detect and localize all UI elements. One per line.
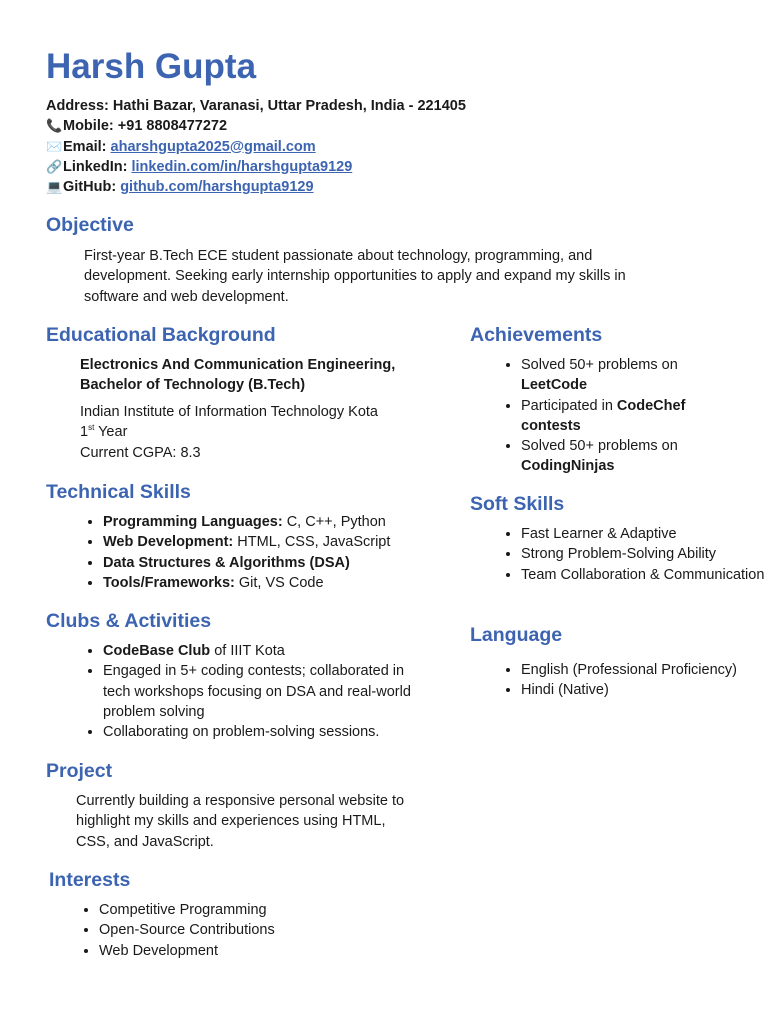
github-row [46, 177, 466, 197]
project-heading: Project [46, 760, 113, 782]
achievements-list [498, 355, 746, 477]
institute-name: Indian Institute of Information Technology Kota [80, 404, 378, 420]
address-row [46, 96, 466, 116]
address-label: Address: [46, 98, 109, 114]
linkedin-link[interactable]: linkedin.com/in/harshgupta9129 [131, 158, 353, 175]
clubs-list [80, 641, 428, 742]
email-label: Email: [63, 138, 107, 155]
interests-list [76, 900, 419, 961]
objective-text: First-year B.Tech ECE student passionate about technology, programming, and development. Seeking early internship opportunities to apply and expand my skills in software and web development. [84, 248, 626, 305]
cgpa: Current CGPA: 8.3 [80, 444, 201, 461]
contact-block [46, 96, 466, 197]
list-item: • Hindi (Native) [521, 680, 768, 700]
education-heading: Educational Background [46, 324, 276, 346]
objective-heading: Objective [46, 214, 134, 236]
link-icon: 🔗 [46, 158, 63, 174]
email-row [46, 137, 466, 157]
list-item: • Fast Learner & Adaptive [521, 524, 766, 544]
list-item: • Competitive Programming [99, 900, 419, 920]
list-item: • Programming Languages: C, C++, Python [103, 512, 473, 532]
clubs-heading: Clubs & Activities [46, 610, 212, 632]
list-item: • CodeBase Club of IIIT Kota [103, 641, 428, 661]
github-link[interactable]: github.com/harshgupta9129 [120, 179, 314, 196]
list-item: • Collaborating on problem-solving sessions. [103, 722, 428, 742]
soft-skills-heading: Soft Skills [470, 493, 565, 515]
degree-title: Electronics And Communication Engineering, Bachelor of Technology (B.Tech) [80, 357, 396, 394]
list-item: • English (Professional Proficiency) [521, 660, 768, 680]
address-value: Hathi Bazar, Varanasi, Uttar Pradesh, India - 221405 [112, 98, 466, 114]
mobile-value: +91 8808477272 [117, 118, 228, 135]
email-link[interactable]: aharshgupta2025@gmail.com [110, 138, 316, 155]
list-item: • Tools/Frameworks: Git, VS Code [103, 573, 473, 593]
list-item: • Team Collaboration & Communication [521, 565, 766, 585]
skills-heading: Technical Skills [46, 481, 191, 503]
list-item: • Solved 50+ problems on CodingNinjas [521, 436, 746, 477]
linkedin-label: LinkedIn: [63, 158, 128, 175]
skills-list [80, 512, 473, 593]
education-details [80, 402, 440, 463]
envelope-icon: ✉️ [46, 138, 63, 154]
list-item: • Data Structures & Algorithms (DSA) [103, 553, 473, 573]
github-label: GitHub: [63, 179, 117, 196]
list-item: • Open-Source Contributions [99, 920, 419, 940]
study-year: 1st Year [80, 423, 128, 441]
mobile-row [46, 116, 466, 136]
list-item: • Engaged in 5+ coding contests; collaborated in tech workshops focusing on DSA and real-world problem solving [103, 661, 428, 722]
soft-skills-list [498, 524, 766, 585]
phone-icon: 📞 [46, 118, 63, 134]
mobile-label: Mobile: [63, 118, 114, 135]
list-item: • Web Development: HTML, CSS, JavaScript [103, 532, 473, 552]
linkedin-row [46, 157, 466, 177]
interests-heading: Interests [49, 869, 131, 891]
laptop-icon: 💻 [46, 179, 63, 195]
language-heading: Language [470, 624, 563, 646]
resume-name: Harsh Gupta [46, 47, 257, 86]
list-item: • Web Development [99, 941, 419, 961]
list-item: • Participated in CodeChef contests [521, 396, 746, 437]
language-list [498, 660, 768, 701]
project-text: Currently building a responsive personal website to highlight my skills and experiences using HTML, CSS, and JavaScript. [76, 793, 405, 850]
achievements-heading: Achievements [470, 324, 603, 346]
list-item: • Strong Problem-Solving Ability [521, 544, 766, 564]
list-item: • Solved 50+ problems on LeetCode [521, 355, 746, 396]
